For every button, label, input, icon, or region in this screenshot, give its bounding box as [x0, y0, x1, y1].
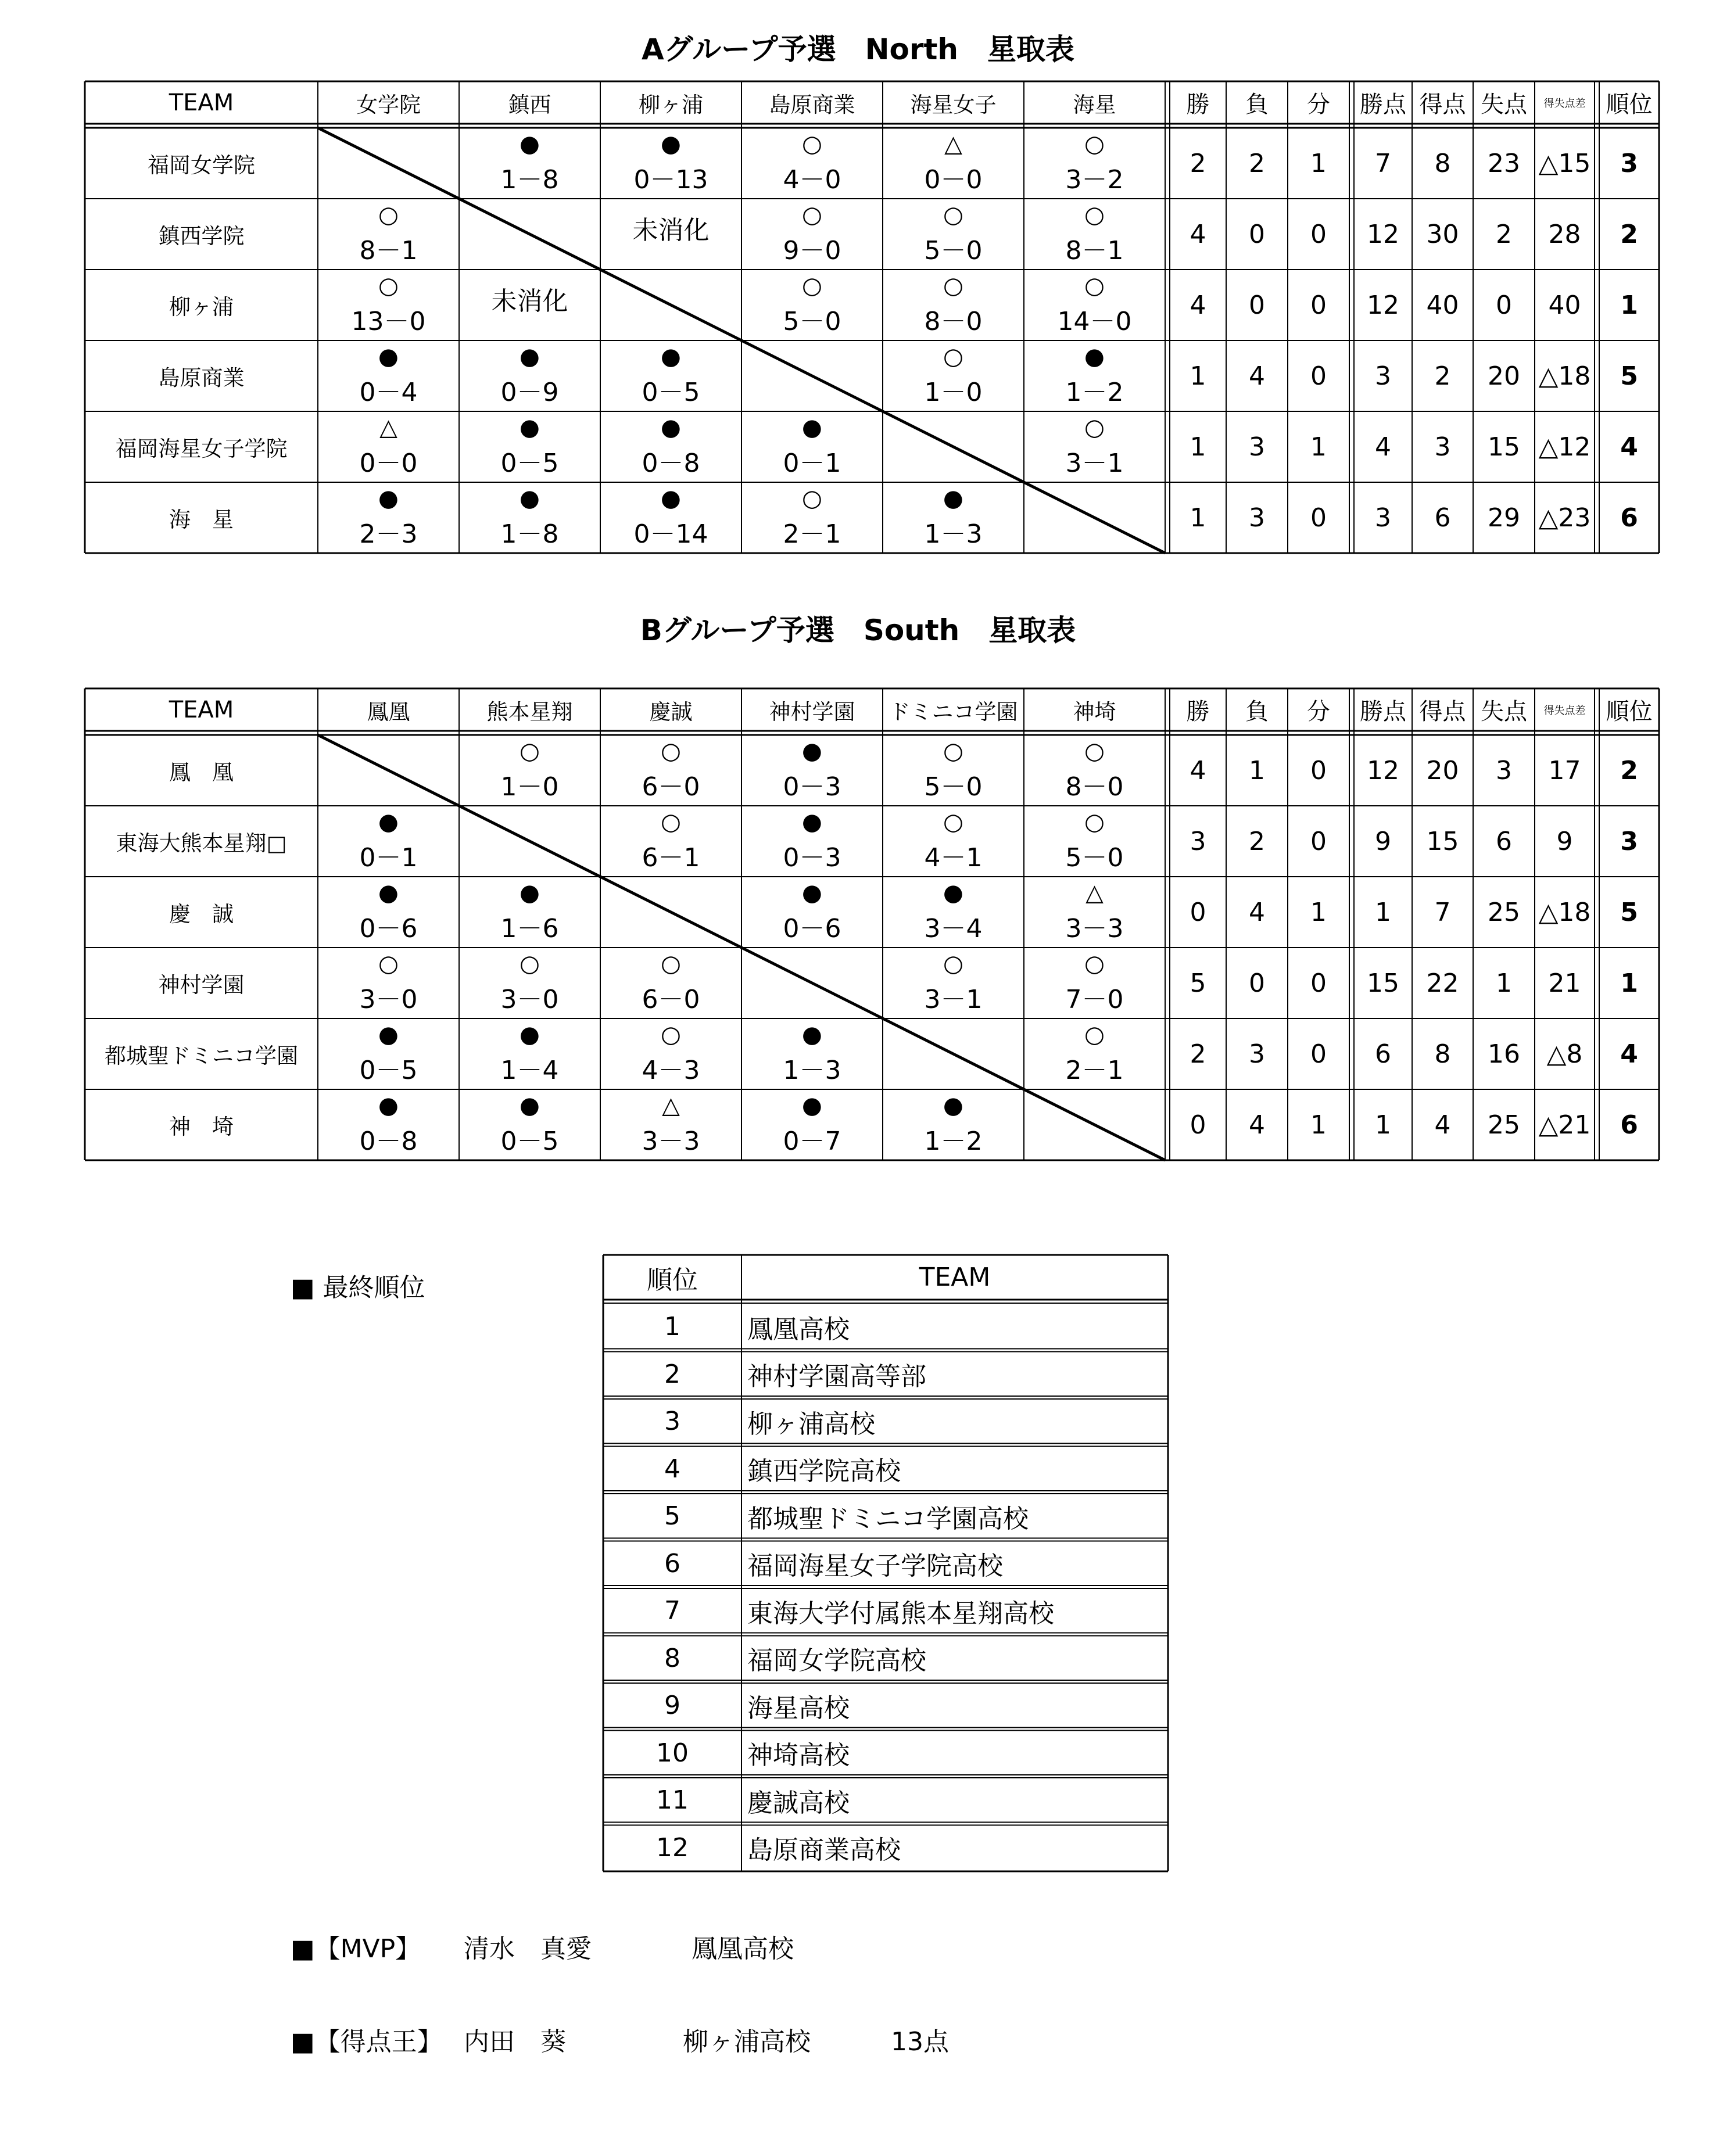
group-b-match-score: 1－0 — [500, 772, 559, 802]
final-row-rank: 9 — [664, 1691, 680, 1721]
group-a-row-stat: 1 — [1190, 361, 1206, 391]
group-b-row-stat: 0 — [1310, 755, 1327, 785]
group-a-header-stat: 得失点差 — [1543, 97, 1586, 110]
group-a-row-rank: 1 — [1620, 290, 1638, 320]
group-a-match-score: 8－0 — [924, 307, 983, 336]
group-b-row-stat: 1 — [1310, 1110, 1327, 1140]
group-b-win-mark: ○ — [661, 950, 681, 977]
final-row-team: 島原商業高校 — [747, 1835, 901, 1866]
group-a-row-stat: 1 — [1190, 432, 1206, 462]
group-a-row-team: 鎮西学院 — [158, 224, 245, 249]
group-b-row-stat: 9 — [1375, 826, 1391, 856]
final-row-team: 東海大学付属熊本星翔高校 — [747, 1598, 1054, 1628]
group-b-row-stat: 16 — [1488, 1039, 1520, 1069]
group-a-match-score: 0－5 — [500, 449, 559, 478]
group-b-loss-mark: ● — [520, 1021, 540, 1048]
group-b-row-stat: 25 — [1488, 897, 1520, 927]
group-b-match-score: 0－3 — [783, 772, 841, 802]
group-a-row-stat: 2 — [1249, 148, 1265, 178]
final-row-rank: 5 — [664, 1501, 680, 1531]
group-b-match-score: 0－5 — [359, 1056, 418, 1085]
group-b-match-score: 0－6 — [783, 914, 841, 944]
group-a-row-stat: 0 — [1310, 219, 1327, 249]
group-a-win-mark: ○ — [378, 272, 399, 299]
mvp-school: 鳳凰高校 — [692, 1934, 794, 1964]
group-a-row-stat: 1 — [1310, 148, 1327, 178]
group-a-row-stat: 3 — [1375, 361, 1391, 391]
group-b-header-stat: 負 — [1245, 698, 1269, 725]
group-a-row-stat: 20 — [1488, 361, 1520, 391]
group-b-row-team: 鳳 凰 — [169, 760, 234, 785]
group-a-row-stat: 4 — [1375, 432, 1391, 462]
final-row-team: 海星高校 — [747, 1693, 850, 1723]
group-b-match-score: 4－3 — [642, 1056, 700, 1085]
group-a-match-score: 3－1 — [1065, 449, 1124, 478]
group-a-match-score: 1－0 — [924, 378, 983, 407]
group-a-match-score: 9－0 — [783, 236, 841, 266]
group-a-win-mark: ○ — [802, 272, 822, 299]
group-b-row-stat: 4 — [1434, 1110, 1451, 1140]
group-b-draw-mark: △ — [1086, 880, 1104, 906]
group-a-row-rank: 3 — [1620, 148, 1638, 178]
group-a-match-score: 0－9 — [500, 378, 559, 407]
group-a-loss-mark: ● — [661, 343, 681, 370]
group-a-row-stat: 0 — [1249, 219, 1265, 249]
group-a-match-score: 2－1 — [783, 519, 841, 549]
final-row-team: 福岡海星女子学院高校 — [747, 1551, 1003, 1581]
group-a-row-stat: 0 — [1310, 503, 1327, 533]
group-b-row-rank: 3 — [1620, 826, 1638, 856]
group-a-win-mark: ○ — [943, 343, 963, 370]
group-b-row-stat: 0 — [1310, 1039, 1327, 1069]
group-a-header-opponent: 島原商業 — [769, 92, 855, 117]
group-a-match-score: 8－1 — [359, 236, 418, 266]
group-b-match-score: 3－3 — [1065, 914, 1124, 944]
group-a-win-mark: ○ — [1084, 131, 1105, 157]
group-a-row-stat: 2 — [1496, 219, 1512, 249]
final-standings-label: ■ 最終順位 — [291, 1273, 425, 1303]
group-a-row-team: 柳ヶ浦 — [169, 295, 234, 320]
group-a-row-stat: 15 — [1488, 432, 1520, 462]
group-a-win-mark: ○ — [802, 485, 822, 512]
group-a-match-score: 0－5 — [642, 378, 700, 407]
group-a-header-opponent: 柳ヶ浦 — [639, 92, 703, 117]
group-a-loss-mark: ● — [378, 343, 399, 370]
group-b-row-stat: 3 — [1496, 755, 1512, 785]
group-b-win-mark: ○ — [520, 738, 540, 765]
group-b-match-score: 0－7 — [783, 1127, 841, 1156]
group-b-row-stat: 6 — [1375, 1039, 1391, 1069]
group-a-match-score: 3－2 — [1065, 165, 1124, 195]
group-b-loss-mark: ● — [520, 880, 540, 906]
group-b-row-stat: 22 — [1426, 968, 1459, 998]
group-a-match-score: 1－8 — [500, 519, 559, 549]
final-row-team: 都城聖ドミニコ学園高校 — [747, 1504, 1029, 1534]
group-a-header-opponent: 女学院 — [356, 92, 421, 117]
group-a-match-score: 0－4 — [359, 378, 418, 407]
group-b-header-stat: 失点 — [1481, 698, 1527, 725]
group-b-row-stat: 7 — [1434, 897, 1451, 927]
group-b-match-score: 3－0 — [359, 985, 418, 1014]
group-a-header-stat: 失点 — [1481, 91, 1527, 118]
group-b-win-mark: ○ — [1084, 1021, 1105, 1048]
group-b-draw-mark: △ — [662, 1092, 680, 1119]
group-b-row-stat: 8 — [1434, 1039, 1451, 1069]
group-b-header-stat: 得点 — [1419, 698, 1466, 725]
group-b-row-stat: 0 — [1310, 968, 1327, 998]
group-a-loss-mark: ● — [1084, 343, 1105, 370]
group-b-loss-mark: ● — [378, 1021, 399, 1048]
group-b-win-mark: ○ — [943, 950, 963, 977]
group-b-row-stat: 2 — [1190, 1039, 1206, 1069]
group-a-header-stat: 分 — [1307, 91, 1330, 118]
group-b-match-score: 8－0 — [1065, 772, 1124, 802]
final-row-rank: 1 — [664, 1312, 680, 1342]
group-b-row-stat: 4 — [1190, 755, 1206, 785]
group-b-row-stat: 20 — [1426, 755, 1459, 785]
group-b-row-stat: 0 — [1190, 1110, 1206, 1140]
group-a-row-stat: 8 — [1434, 148, 1451, 178]
group-b-match-score: 0－5 — [500, 1127, 559, 1156]
group-b-row-rank: 2 — [1620, 755, 1638, 785]
group-b-row-stat: △21 — [1538, 1110, 1591, 1140]
group-a-row-stat: 4 — [1190, 219, 1206, 249]
group-b-row-stat: 1 — [1375, 897, 1391, 927]
group-a-draw-mark: △ — [944, 131, 962, 157]
group-a-win-mark: ○ — [943, 272, 963, 299]
group-a-match-score: 13－0 — [351, 307, 426, 336]
group-b-header-stat: 順位 — [1606, 698, 1653, 725]
group-b-match-score: 0－6 — [359, 914, 418, 944]
group-a-row-team: 島原商業 — [158, 365, 245, 390]
top-scorer-school: 柳ヶ浦高校 — [683, 2027, 811, 2057]
group-b-row-stat: 15 — [1426, 826, 1459, 856]
group-b-row-stat: 3 — [1249, 1039, 1265, 1069]
group-b-row-stat: 9 — [1556, 826, 1573, 856]
group-a-loss-mark: ● — [520, 414, 540, 441]
group-a-loss-mark: ● — [802, 414, 822, 441]
group-a-row-stat: 3 — [1375, 503, 1391, 533]
group-a-match-score: 0－0 — [924, 165, 983, 195]
group-a-match-score: 0－1 — [783, 449, 841, 478]
group-b-row-stat: 15 — [1367, 968, 1399, 998]
group-b-win-mark: ○ — [1084, 738, 1105, 765]
group-b-row-stat: 1 — [1496, 968, 1512, 998]
final-row-team: 鳳凰高校 — [747, 1314, 850, 1344]
group-b-header-opponent: 神村学園 — [769, 699, 855, 724]
group-b-loss-mark: ● — [378, 809, 399, 835]
group-b-loss-mark: ● — [378, 1092, 399, 1119]
group-b-row-team: 神 埼 — [169, 1114, 234, 1139]
group-a-row-team: 海 星 — [169, 507, 234, 532]
top-scorer-goals: 13点 — [891, 2027, 949, 2057]
group-a-loss-mark: ● — [520, 485, 540, 512]
group-b-win-mark: ○ — [661, 738, 681, 765]
group-a-match-score: 5－0 — [783, 307, 841, 336]
group-a-loss-mark: ● — [661, 131, 681, 157]
group-b-row-stat: 0 — [1190, 897, 1206, 927]
group-a-loss-mark: ● — [661, 485, 681, 512]
group-a-row-rank: 5 — [1620, 361, 1638, 391]
mvp-label: ■【MVP】 — [291, 1934, 421, 1964]
group-a-row-stat: 29 — [1488, 503, 1520, 533]
group-b-win-mark: ○ — [661, 809, 681, 835]
group-a-row-stat: 0 — [1249, 290, 1265, 320]
group-b-row-team: 東海大熊本星翔□ — [116, 831, 287, 856]
final-row-team: 鎮西学院高校 — [747, 1457, 901, 1487]
group-a-row-stat: 30 — [1426, 219, 1459, 249]
group-a-header-team: TEAM — [169, 89, 234, 116]
group-b-win-mark: ○ — [378, 950, 399, 977]
group-a-loss-mark: ● — [520, 343, 540, 370]
group-b-match-score: 3－1 — [924, 985, 983, 1014]
group-a-header-stat: 負 — [1245, 91, 1269, 118]
group-a-match-score: 0－14 — [633, 519, 708, 549]
final-row-team: 慶誠高校 — [747, 1788, 850, 1818]
group-a-row-stat: 1 — [1190, 503, 1206, 533]
group-b-match-score: 4－1 — [924, 843, 983, 873]
group-b-loss-mark: ● — [802, 738, 822, 765]
group-b-win-mark: ○ — [520, 950, 540, 977]
group-b-match-score: 6－0 — [642, 772, 700, 802]
group-a-match-score: 0－8 — [642, 449, 700, 478]
final-row-team: 神村学園高等部 — [747, 1362, 926, 1392]
group-a-win-mark: ○ — [802, 131, 822, 157]
group-b-match-score: 6－1 — [642, 843, 700, 873]
group-a-match-score: 0－0 — [359, 449, 418, 478]
group-b-win-mark: ○ — [1084, 950, 1105, 977]
group-b-loss-mark: ● — [378, 880, 399, 906]
group-b-match-score: 7－0 — [1065, 985, 1124, 1014]
group-b-row-rank: 5 — [1620, 897, 1638, 927]
group-a-row-stat: △15 — [1538, 148, 1591, 178]
group-a-row-stat: 0 — [1496, 290, 1512, 320]
group-b-row-stat: △8 — [1546, 1039, 1583, 1069]
group-a-row-team: 福岡海星女子学院 — [115, 436, 288, 461]
group-a-header-opponent: 海星 — [1073, 92, 1116, 117]
group-a-row-stat: 2 — [1190, 148, 1206, 178]
group-b-row-stat: 12 — [1367, 755, 1399, 785]
group-a-title: Aグループ予選 North 星取表 — [641, 33, 1075, 66]
group-a-win-mark: ○ — [1084, 202, 1105, 228]
group-b-loss-mark: ● — [802, 1092, 822, 1119]
group-a-row-stat: 4 — [1190, 290, 1206, 320]
group-a-row-stat: △18 — [1538, 361, 1591, 391]
top-scorer-label: ■【得点王】 — [291, 2027, 443, 2057]
group-b-row-rank: 1 — [1620, 968, 1638, 998]
group-b-match-score: 0－1 — [359, 843, 418, 873]
group-b-row-stat: 1 — [1310, 897, 1327, 927]
final-row-rank: 3 — [664, 1407, 680, 1437]
group-a-row-stat: 40 — [1426, 290, 1459, 320]
group-a-row-stat: 6 — [1434, 503, 1451, 533]
group-a-row-stat: 12 — [1367, 290, 1399, 320]
group-a-match-score: 4－0 — [783, 165, 841, 195]
group-a-row-stat: 4 — [1249, 361, 1265, 391]
group-b-match-score: 3－3 — [642, 1127, 700, 1156]
group-a-match-score: 1－8 — [500, 165, 559, 195]
group-b-match-score: 1－6 — [500, 914, 559, 944]
group-b-match-score: 3－4 — [924, 914, 983, 944]
final-row-rank: 4 — [664, 1454, 680, 1484]
group-b-row-stat: 25 — [1488, 1110, 1520, 1140]
group-b-match-score: 5－0 — [924, 772, 983, 802]
group-b-win-mark: ○ — [943, 809, 963, 835]
final-row-rank: 10 — [656, 1738, 689, 1768]
group-b-loss-mark: ● — [802, 880, 822, 906]
final-row-rank: 2 — [664, 1359, 680, 1389]
group-a-loss-mark: ● — [943, 485, 963, 512]
group-a-loss-mark: ● — [378, 485, 399, 512]
group-b-header-stat: 勝 — [1186, 698, 1210, 725]
group-b-match-score: 1－4 — [500, 1056, 559, 1085]
group-a-match-score: 14－0 — [1057, 307, 1132, 336]
group-a-row-rank: 6 — [1620, 503, 1638, 533]
group-b-loss-mark: ● — [802, 1021, 822, 1048]
group-b-match-score: 1－3 — [783, 1056, 841, 1085]
group-b-match-score: 3－0 — [500, 985, 559, 1014]
group-b-row-stat: 21 — [1548, 968, 1581, 998]
group-a-match-score: 8－1 — [1065, 236, 1124, 266]
group-b-header-opponent: 熊本星翔 — [486, 699, 573, 724]
group-a-match-score: 5－0 — [924, 236, 983, 266]
group-a-row-stat: △23 — [1538, 503, 1591, 533]
group-b-row-rank: 4 — [1620, 1039, 1638, 1069]
final-row-rank: 8 — [664, 1643, 680, 1673]
group-b-row-stat: 4 — [1249, 897, 1265, 927]
group-b-row-team: 慶 誠 — [169, 902, 234, 927]
group-a-loss-mark: ● — [661, 414, 681, 441]
group-b-loss-mark: ● — [943, 880, 963, 906]
group-b-row-team: 都城聖ドミニコ学園 — [105, 1043, 298, 1068]
group-a-win-mark: ○ — [943, 202, 963, 228]
group-b-header-opponent: 慶誠 — [649, 699, 693, 724]
group-a-row-rank: 4 — [1620, 432, 1638, 462]
group-a-row-stat: 28 — [1548, 219, 1581, 249]
group-b-match-score: 0－8 — [359, 1127, 418, 1156]
group-a-row-stat: 40 — [1548, 290, 1581, 320]
group-a-row-team: 福岡女学院 — [148, 153, 255, 178]
group-b-header-stat: 分 — [1307, 698, 1330, 725]
group-a-win-mark: ○ — [1084, 272, 1105, 299]
group-a-match-pending: 未消化 — [632, 216, 710, 245]
group-a-match-score: 1－3 — [924, 519, 983, 549]
final-row-team: 福岡女学院高校 — [747, 1646, 926, 1676]
group-b-row-stat: 1 — [1375, 1110, 1391, 1140]
group-a-row-stat: 12 — [1367, 219, 1399, 249]
group-b-match-score: 0－3 — [783, 843, 841, 873]
group-b-title: Bグループ予選 South 星取表 — [640, 614, 1076, 647]
group-b-header-opponent: 鳳凰 — [367, 699, 410, 724]
final-row-rank: 6 — [664, 1548, 680, 1579]
group-a-loss-mark: ● — [520, 131, 540, 157]
group-b-row-stat: 4 — [1249, 1110, 1265, 1140]
group-b-row-stat: 5 — [1190, 968, 1206, 998]
group-b-row-stat: 3 — [1190, 826, 1206, 856]
group-b-loss-mark: ● — [802, 809, 822, 835]
group-a-win-mark: ○ — [802, 202, 822, 228]
group-b-win-mark: ○ — [661, 1021, 681, 1048]
final-header-rank: 順位 — [647, 1265, 698, 1295]
top-scorer-name: 内田 葵 — [464, 2027, 566, 2057]
group-b-row-stat: 2 — [1249, 826, 1265, 856]
group-b-row-rank: 6 — [1620, 1110, 1638, 1140]
group-a-header-stat: 勝点 — [1360, 91, 1406, 118]
group-a-row-stat: 3 — [1249, 432, 1265, 462]
group-a-header-stat: 順位 — [1606, 91, 1653, 118]
group-b-win-mark: ○ — [1084, 809, 1105, 835]
group-a-header-opponent: 海星女子 — [910, 92, 997, 117]
group-a-row-stat: 1 — [1310, 432, 1327, 462]
group-a-header-stat: 勝 — [1186, 91, 1210, 118]
group-b-row-stat: 6 — [1496, 826, 1512, 856]
group-a-header-stat: 得点 — [1419, 91, 1466, 118]
group-a-match-score: 2－3 — [359, 519, 418, 549]
group-a-row-stat: 0 — [1310, 290, 1327, 320]
group-b-header-stat: 勝点 — [1360, 698, 1406, 725]
group-a-row-rank: 2 — [1620, 219, 1638, 249]
final-row-team: 神埼高校 — [747, 1741, 850, 1771]
group-b-win-mark: ○ — [943, 738, 963, 765]
group-b-row-stat: 1 — [1249, 755, 1265, 785]
group-a-row-stat: △12 — [1538, 432, 1591, 462]
group-b-match-score: 2－1 — [1065, 1056, 1124, 1085]
group-a-draw-mark: △ — [379, 414, 397, 441]
group-a-match-score: 0－13 — [633, 165, 708, 195]
group-a-match-pending: 未消化 — [491, 286, 568, 316]
final-row-team: 柳ヶ浦高校 — [747, 1409, 875, 1439]
group-b-row-stat: 0 — [1310, 826, 1327, 856]
final-row-rank: 7 — [664, 1596, 680, 1626]
group-b-match-score: 5－0 — [1065, 843, 1124, 873]
final-row-rank: 11 — [656, 1785, 689, 1816]
group-a-row-stat: 3 — [1249, 503, 1265, 533]
group-b-loss-mark: ● — [943, 1092, 963, 1119]
final-header-team: TEAM — [919, 1262, 991, 1292]
group-a-match-score: 1－2 — [1065, 378, 1124, 407]
group-b-match-score: 1－2 — [924, 1127, 983, 1156]
group-a-row-stat: 23 — [1488, 148, 1520, 178]
group-a-row-stat: 2 — [1434, 361, 1451, 391]
group-b-row-stat: 0 — [1249, 968, 1265, 998]
group-a-row-stat: 3 — [1434, 432, 1451, 462]
group-b-header-opponent: ドミニコ学園 — [889, 699, 1018, 724]
group-a-header-opponent: 鎮西 — [508, 92, 551, 117]
group-a-win-mark: ○ — [1084, 414, 1105, 441]
group-b-row-team: 神村学園 — [158, 973, 245, 998]
group-b-loss-mark: ● — [520, 1092, 540, 1119]
group-a-win-mark: ○ — [378, 202, 399, 228]
mvp-name: 清水 真愛 — [464, 1934, 592, 1964]
group-b-match-score: 6－0 — [642, 985, 700, 1014]
group-b-row-stat: 17 — [1548, 755, 1581, 785]
group-b-row-stat: △18 — [1538, 897, 1591, 927]
group-b-header-opponent: 神埼 — [1073, 699, 1116, 724]
group-b-header-team: TEAM — [169, 696, 234, 723]
final-row-rank: 12 — [656, 1832, 689, 1863]
group-b-header-stat: 得失点差 — [1543, 704, 1586, 717]
group-a-row-stat: 0 — [1310, 361, 1327, 391]
group-a-row-stat: 7 — [1375, 148, 1391, 178]
